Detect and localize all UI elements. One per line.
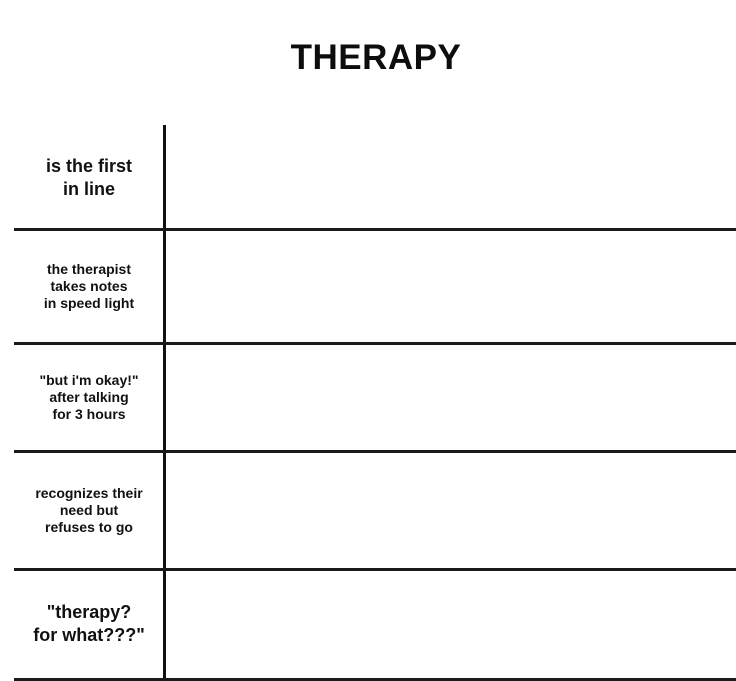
row-label-5 [14, 572, 164, 676]
row-label-text: "therapy? for what???" [33, 602, 145, 645]
row-label-4 [14, 454, 164, 566]
row-divider-1 [14, 228, 736, 231]
row-label-text: the therapist takes notes in speed light [43, 260, 135, 311]
row-label-text: is the first in line [45, 156, 133, 199]
row-label-text: "but i'm okay!" after talking for 3 hours [39, 371, 139, 422]
row-divider-4 [14, 568, 736, 571]
row-label-2 [14, 232, 164, 340]
row-divider-3 [14, 450, 736, 453]
row-label-3 [14, 346, 164, 448]
row-label-1 [14, 130, 164, 226]
chart-title: THERAPY [290, 38, 462, 77]
row-label-text: recognizes their need but refuses to go [35, 484, 143, 535]
row-divider-2 [14, 342, 736, 345]
